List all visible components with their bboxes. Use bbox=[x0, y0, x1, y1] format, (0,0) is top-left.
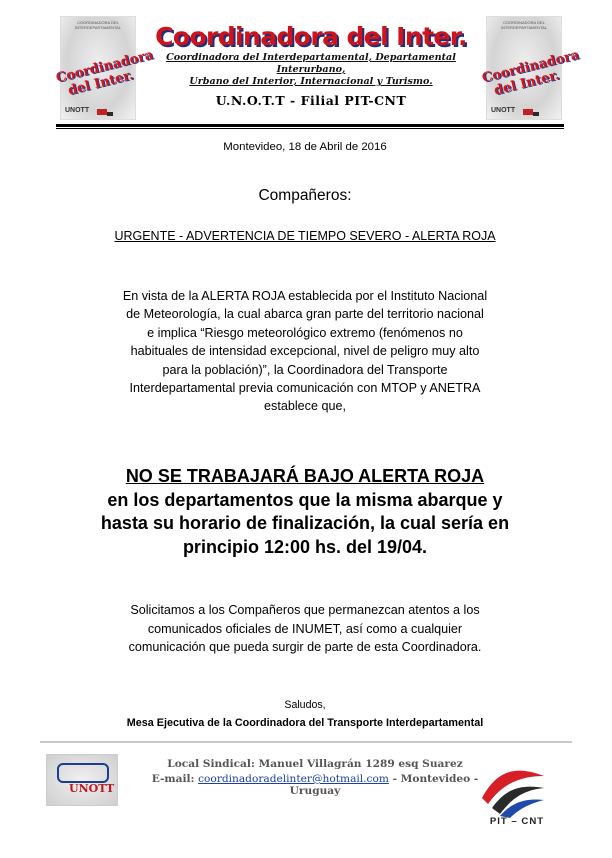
letter-greeting: Compañeros: bbox=[258, 187, 352, 204]
organization-subtitle-2: Urbano del Interior, Internacional y Turismo. bbox=[189, 76, 433, 87]
union-affiliation: U.N.O.T.T - Filial PIT-CNT bbox=[215, 93, 407, 108]
letter-closing: Saludos, bbox=[284, 699, 326, 711]
paragraph-line: comunicados oficiales de INUMET, así como a cualquier bbox=[147, 621, 463, 636]
organization-title: Coordinadora del Inter. bbox=[155, 22, 467, 51]
logo-footer-text: UNOTT bbox=[491, 107, 516, 114]
alert-paragraph bbox=[40, 287, 570, 416]
letterhead-text bbox=[138, 22, 484, 108]
paragraph-line: Interdepartamental previa comunicación con MTOP y ANETRA bbox=[129, 381, 481, 396]
paragraph-line: de Meteorología, la cual abarca gran parte del territorio nacional bbox=[126, 307, 484, 322]
letter-date: Montevideo, 18 de Abril de 2016 bbox=[223, 141, 387, 153]
email-link[interactable]: coordinadoradelinter@hotmail.com bbox=[198, 773, 389, 785]
footer-address: Local Sindical: Manuel Villagrán 1289 esq Suarez bbox=[167, 758, 463, 770]
logo-script-text: Coordinadora del Inter. bbox=[480, 47, 581, 99]
paragraph-line: En vista de la ALERTA ROJA establecida por el Instituto Nacional bbox=[122, 289, 488, 303]
logo-script-text: Coordinadora del Inter. bbox=[54, 47, 155, 99]
urgent-heading: URGENTE - ADVERTENCIA DE TIEMPO SEVERO - ALERTA ROJA bbox=[114, 229, 496, 243]
pit-cnt-mark-icon bbox=[107, 112, 113, 116]
bus-icon bbox=[57, 763, 109, 783]
logo-footer-text: UNOTT bbox=[65, 107, 90, 114]
pit-cnt-mark-icon bbox=[523, 109, 533, 115]
announcement-line: principio 12:00 hs. del 19/04. bbox=[182, 536, 428, 557]
footer-divider bbox=[40, 741, 572, 743]
email-label: E-mail: bbox=[151, 773, 195, 785]
header-divider-thin bbox=[56, 128, 564, 129]
logo-small-text: COORDINADORA DEL INTERDEPARTAMENTAL bbox=[500, 20, 548, 30]
paragraph-line: Solicitamos a los Compañeros que permanezcan atentos a los bbox=[130, 603, 480, 617]
paragraph-line: para la población)”, la Coordinadora del Transporte bbox=[162, 362, 448, 377]
pit-cnt-logo bbox=[478, 758, 548, 818]
pit-cnt-mark-icon bbox=[533, 112, 539, 116]
union-logo-right bbox=[480, 16, 581, 120]
letter-signature: Mesa Ejecutiva de la Coordinadora del Transporte Interdepartamental bbox=[126, 717, 484, 729]
pit-cnt-mark-icon bbox=[97, 109, 107, 115]
organization-subtitle-1: Coordinadora del Interdepartamental, Departamental Interurbano, bbox=[166, 52, 456, 75]
announcement-line: hasta su horario de finalización, la cual sería en bbox=[100, 513, 510, 533]
union-logo-left bbox=[54, 16, 155, 120]
announcement-headline: NO SE TRABAJARÁ BAJO ALERTA ROJA bbox=[125, 466, 485, 486]
logo-footer-text: UNOTT bbox=[69, 782, 115, 795]
footer-location: - Montevideo - Uruguay bbox=[289, 773, 479, 797]
footer-contact bbox=[150, 773, 480, 797]
logo-small-text: COORDINADORA DEL INTERDEPARTAMENTAL bbox=[74, 20, 122, 30]
pit-cnt-label: PIT – CNT bbox=[489, 816, 545, 827]
header-divider bbox=[56, 124, 564, 127]
letterhead bbox=[54, 16, 581, 124]
request-paragraph bbox=[40, 601, 570, 657]
union-bus-logo bbox=[46, 754, 118, 806]
paragraph-line: e implica “Riesgo meteorológico extremo (fenómenos no bbox=[147, 325, 463, 340]
announcement-line: en los departamentos que la misma abarque y bbox=[107, 489, 503, 510]
work-stoppage-announcement bbox=[40, 465, 570, 559]
paragraph-line: establece que, bbox=[264, 399, 346, 414]
paragraph-line: comunicación que pueda surgir de parte de esta Coordinadora. bbox=[128, 640, 482, 655]
paragraph-line: habituales de intensidad excepcional, nivel de peligro muy alto bbox=[130, 344, 480, 359]
